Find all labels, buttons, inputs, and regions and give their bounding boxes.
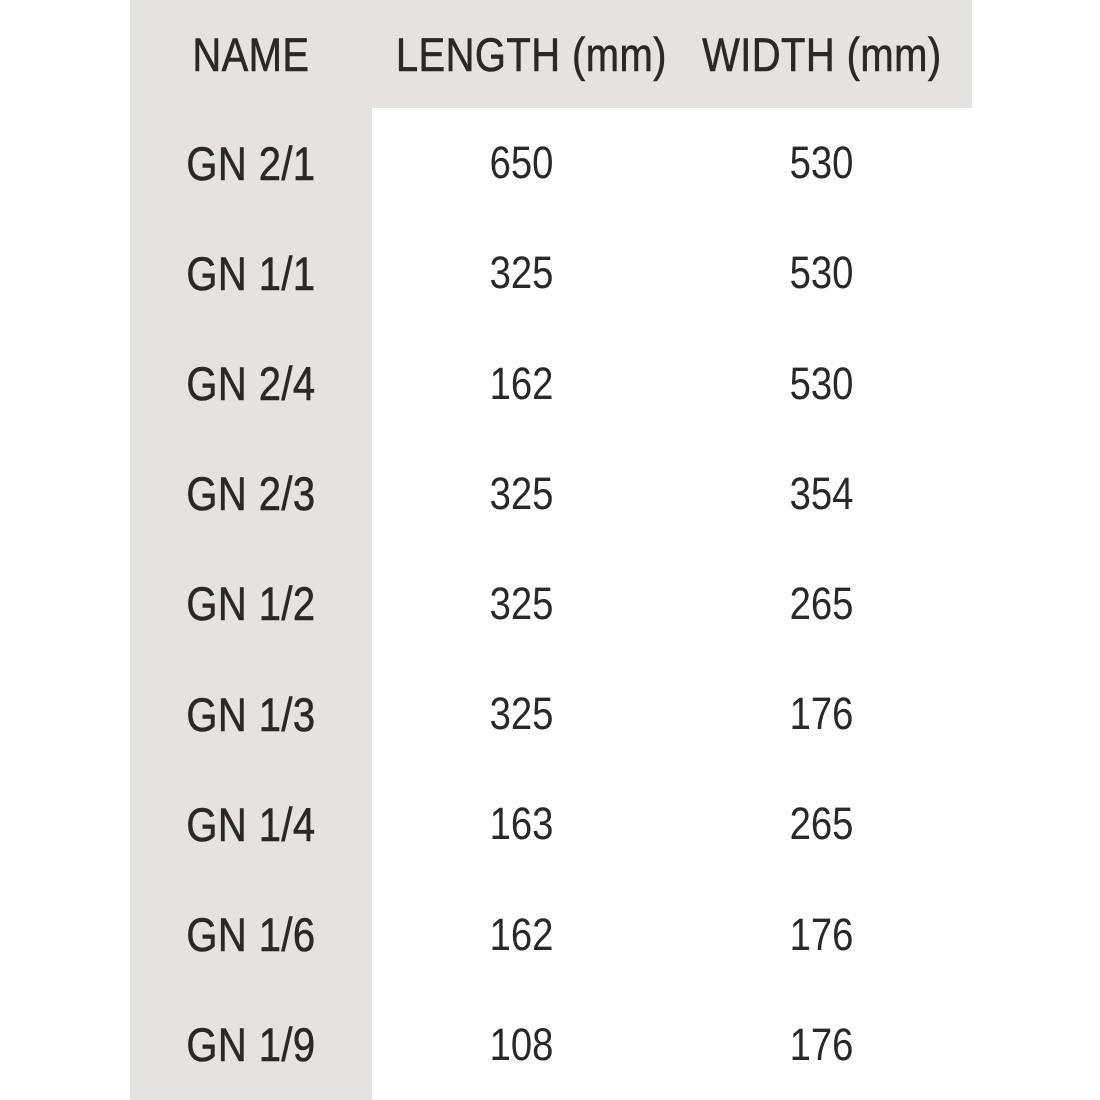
cell-width xyxy=(672,137,972,189)
row-length-value: 650 xyxy=(490,137,554,189)
row-width-value: 265 xyxy=(790,577,854,629)
row-width-value: 530 xyxy=(790,137,854,189)
header-label-name: NAME xyxy=(192,27,310,81)
row-name-label: GN 1/1 xyxy=(186,246,316,300)
table-row xyxy=(0,990,1100,1100)
table-row xyxy=(0,659,1100,769)
table-header-row xyxy=(0,0,1100,108)
cell-name xyxy=(130,907,372,962)
cell-width xyxy=(672,578,972,630)
row-name-label: GN 2/1 xyxy=(186,136,316,190)
row-name-label: GN 1/9 xyxy=(186,1018,316,1072)
cell-length xyxy=(372,1019,672,1071)
table-row xyxy=(0,108,1100,218)
header-label-width: WIDTH (mm) xyxy=(702,27,942,81)
cell-name xyxy=(130,356,372,411)
table-row xyxy=(0,880,1100,990)
cell-length xyxy=(372,798,672,850)
cell-length xyxy=(372,247,672,299)
cell-name xyxy=(130,797,372,852)
row-width-value: 265 xyxy=(790,798,854,850)
cell-length xyxy=(372,358,672,410)
cell-name xyxy=(130,576,372,631)
cell-name xyxy=(130,687,372,742)
row-name-label: GN 1/3 xyxy=(186,687,316,741)
row-name-label: GN 1/4 xyxy=(186,797,316,851)
table-row xyxy=(0,769,1100,879)
row-length-value: 162 xyxy=(490,357,554,409)
table-row xyxy=(0,328,1100,438)
cell-length xyxy=(372,137,672,189)
cell-width xyxy=(672,688,972,740)
row-width-value: 530 xyxy=(790,357,854,409)
row-name-label: GN 1/6 xyxy=(186,908,316,962)
cell-width xyxy=(672,247,972,299)
row-name-label: GN 2/3 xyxy=(186,467,316,521)
row-length-value: 325 xyxy=(490,247,554,299)
row-width-value: 354 xyxy=(790,467,854,519)
header-label-length: LENGTH (mm) xyxy=(395,27,667,81)
cell-width xyxy=(672,468,972,520)
cell-length xyxy=(372,909,672,961)
cell-width xyxy=(672,909,972,961)
row-name-label: GN 1/2 xyxy=(186,577,316,631)
cell-name xyxy=(130,136,372,191)
row-width-value: 176 xyxy=(790,908,854,960)
cell-length xyxy=(372,578,672,630)
table-row xyxy=(0,439,1100,549)
cell-name xyxy=(130,466,372,521)
row-width-value: 176 xyxy=(790,1018,854,1070)
row-width-value: 530 xyxy=(790,247,854,299)
row-length-value: 163 xyxy=(490,798,554,850)
row-length-value: 325 xyxy=(490,577,554,629)
row-length-value: 108 xyxy=(490,1018,554,1070)
cell-width xyxy=(672,798,972,850)
cell-width xyxy=(672,358,972,410)
cell-name xyxy=(130,1017,372,1072)
row-length-value: 325 xyxy=(490,467,554,519)
cell-length xyxy=(372,468,672,520)
row-name-label: GN 2/4 xyxy=(186,357,316,411)
table-row xyxy=(0,218,1100,328)
header-cell-width xyxy=(672,27,972,82)
row-length-value: 325 xyxy=(490,688,554,740)
header-cell-name xyxy=(130,27,372,82)
cell-name xyxy=(130,246,372,301)
row-length-value: 162 xyxy=(490,908,554,960)
cell-length xyxy=(372,688,672,740)
header-cell-length xyxy=(372,27,672,82)
table-row xyxy=(0,549,1100,659)
cell-width xyxy=(672,1019,972,1071)
row-width-value: 176 xyxy=(790,688,854,740)
